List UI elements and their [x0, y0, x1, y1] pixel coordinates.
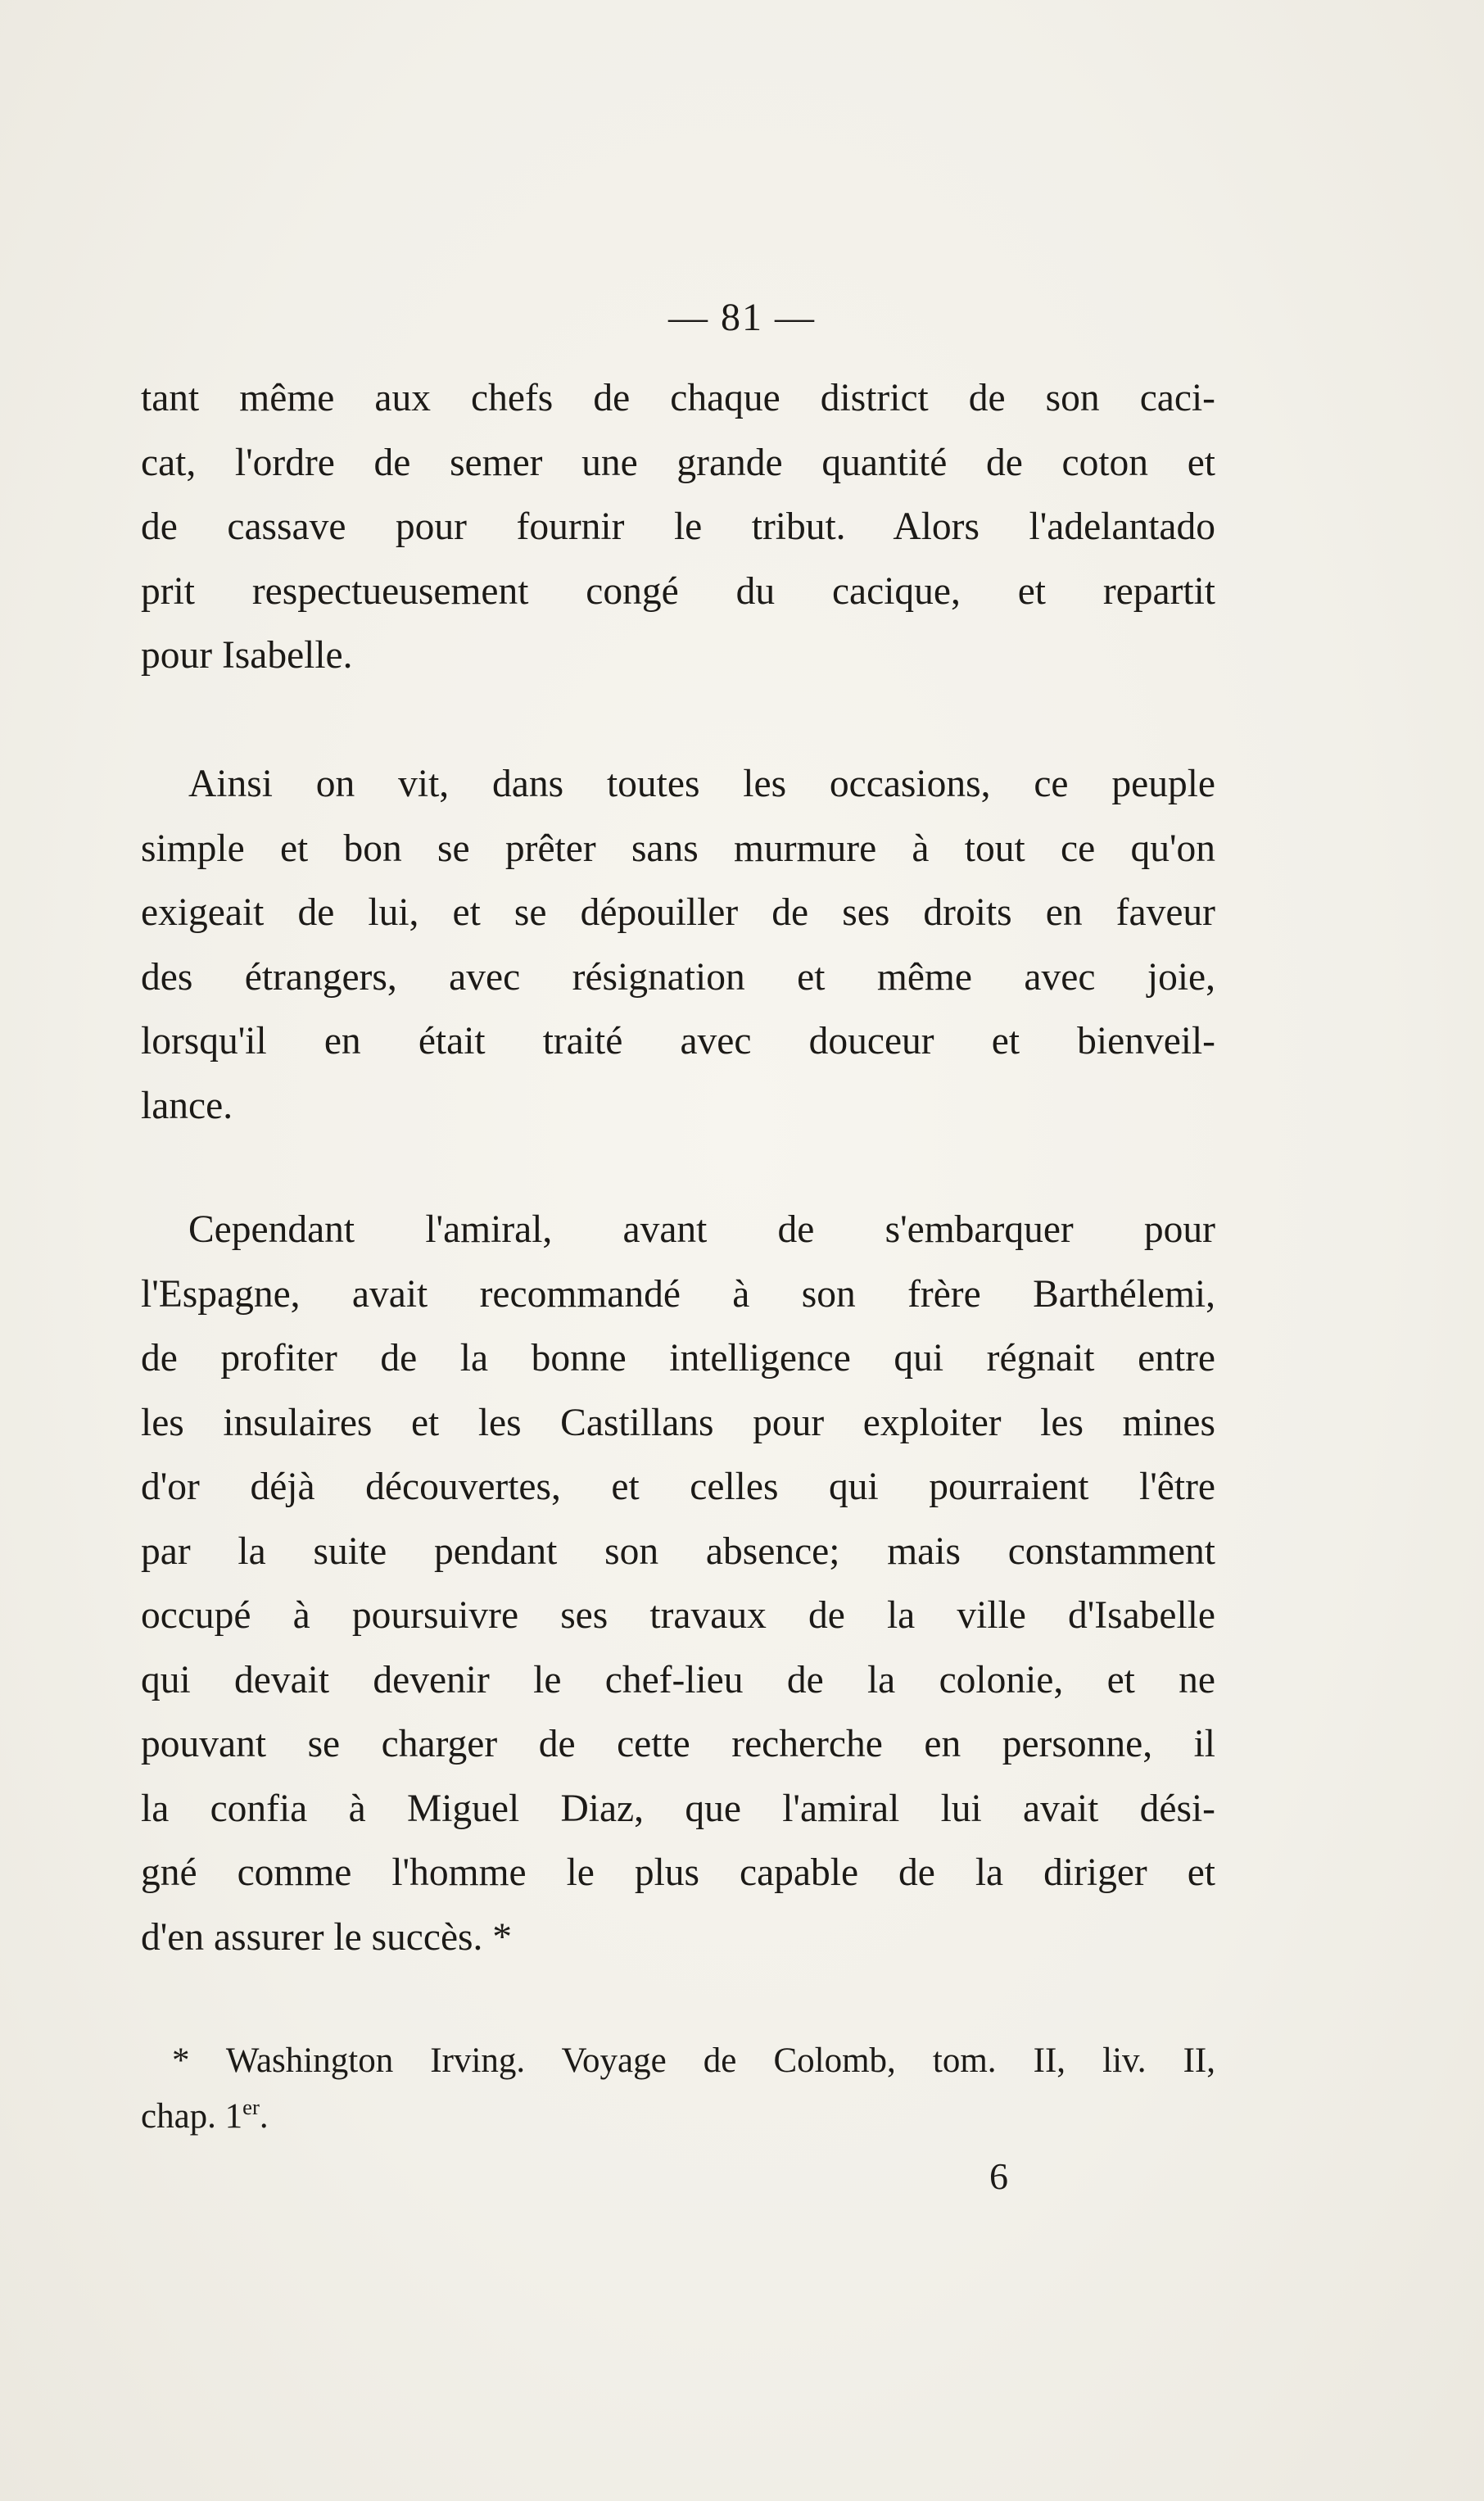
text-line: de profiter de la bonne intelligence qui régnait entre	[141, 1337, 1215, 1380]
footnote-chapter: chap. 1	[141, 2097, 243, 2136]
page-number: — 81 —	[668, 296, 816, 339]
text-line: gné comme l'homme le plus capable de la diriger et	[141, 1851, 1215, 1894]
text-line: qui devait devenir le chef-lieu de la colonie, et ne	[141, 1658, 1215, 1701]
text-line: Cependant l'amiral, avant de s'embarquer pour	[188, 1208, 1215, 1251]
text-line: pouvant se charger de cette recherche en personne, il	[141, 1723, 1215, 1765]
text-line: simple et bon se prêter sans murmure à tout ce qu'on	[141, 827, 1215, 870]
text-line: Ainsi on vit, dans toutes les occasions, ce peuple	[188, 763, 1215, 805]
text-line: lorsqu'il en était traité avec douceur et bienveil-	[141, 1020, 1215, 1062]
footnote-period: .	[259, 2097, 269, 2136]
text-line: tant même aux chefs de chaque district de son caci-	[141, 377, 1215, 419]
text-line: d'en assurer le succès. *	[141, 1915, 513, 1959]
text-line: occupé à poursuivre ses travaux de la ville d'Isabelle	[141, 1594, 1215, 1637]
text-line: exigeait de lui, et se dépouiller de ses droits en faveur	[141, 891, 1215, 934]
text-line: lance.	[141, 1084, 233, 1127]
text-line: de cassave pour fournir le tribut. Alors l'adelantado	[141, 505, 1215, 548]
text-line: cat, l'ordre de semer une grande quantité de coton et	[141, 441, 1215, 484]
text-line: pour Isabelle.	[141, 634, 353, 677]
text-line: par la suite pendant son absence; mais constamment	[141, 1529, 1215, 1573]
paragraph-3	[141, 1198, 1215, 1969]
footnote-line	[141, 2089, 1215, 2145]
text-line: prit respectueusement congé du cacique, et repartit	[141, 569, 1215, 613]
footnote-line: * Washington Irving. Voyage de Colomb, tom. II, liv. II,	[172, 2041, 1215, 2080]
footnote-superscript: er	[242, 2095, 260, 2120]
paragraph-1	[141, 366, 1215, 688]
paragraph-2	[141, 752, 1215, 1138]
text-line: les insulaires et les Castillans pour exploiter les mines	[141, 1401, 1215, 1444]
footnote	[141, 2033, 1215, 2145]
text-line: la confia à Miguel Diaz, que l'amiral lui avait dési-	[141, 1787, 1215, 1830]
signature-mark: 6	[989, 2155, 1008, 2197]
text-line: des étrangers, avec résignation et même avec joie,	[141, 955, 1215, 999]
text-line: l'Espagne, avait recommandé à son frère Barthélemi,	[141, 1272, 1215, 1316]
text-line: d'or déjà découvertes, et celles qui pourraient l'être	[141, 1466, 1215, 1508]
